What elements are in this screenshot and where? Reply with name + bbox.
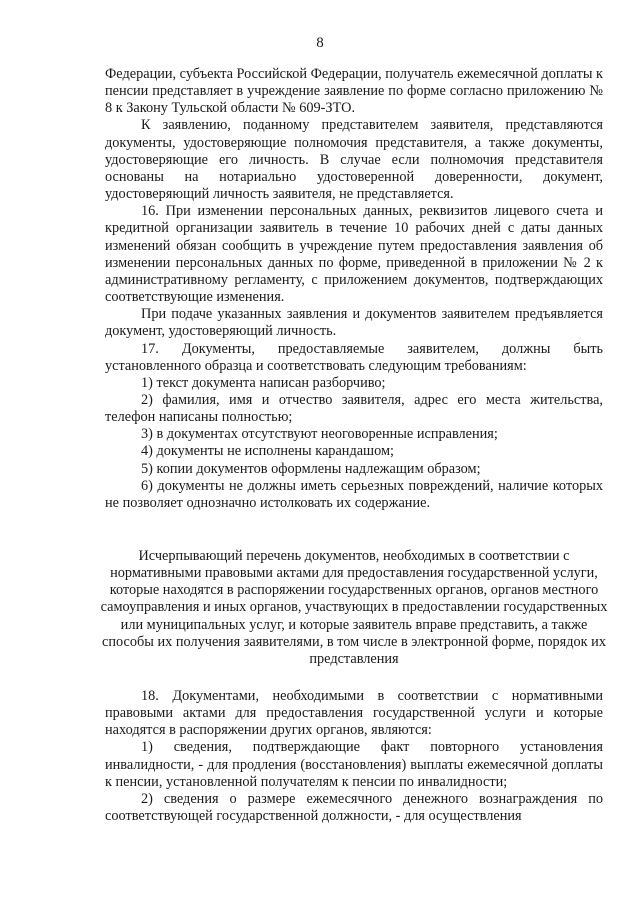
section-body (105, 688, 603, 825)
paragraph: При подаче указанных заявления и документов заявителем предъявляется документ, удостоверяющий личность. (105, 306, 603, 340)
list-item: 4) документы не исполнены карандашом; (141, 443, 394, 460)
list-item: 2) сведения о размере ежемесячного денежного вознаграждения по соответствующей государственной должности, - для осуществления (105, 790, 603, 825)
section-heading (100, 548, 608, 668)
list-item: 2) фамилия, имя и отчество заявителя, адрес его места жительства, телефон написаны полностью; (105, 391, 603, 426)
list-item: 1) текст документа написан разборчиво; (141, 374, 386, 391)
body-text (105, 66, 603, 512)
paragraph-item-17: 17. Документы, предоставляемые заявителем, должны быть установленного образца и соответствовать следующим требованиям: (105, 340, 603, 374)
section-heading-text: Исчерпывающий перечень документов, необходимых в соответствии с нормативными правовыми актами для предоставления государственной услуги, которые находятся в распоряжении государственных органов, органов местного самоуправления и иных органов, участвующих в предоставлении государственных или муниципальных услуг, и которые заявитель вправе представить, а также способы их получения заявителями, в том числе в электронной форме, порядок их представления (100, 548, 608, 667)
paragraph: К заявлению, поданному представителем заявителя, представляются документы, удостоверяющие полномочия представителя, а также документы, удостоверяющие его личность. В случае если полномочия представителя основаны на нотариально удостоверенной доверенности, документ, удостоверяющий личность заявителя, не представляется. (105, 117, 603, 203)
list-item: 5) копии документов оформлены надлежащим образом; (141, 460, 481, 477)
page-number: 8 (316, 35, 324, 51)
paragraph-item-16: 16. При изменении персональных данных, реквизитов лицевого счета и кредитной организации заявитель в течение 10 рабочих дней с даты данных изменений обязан сообщить в учреждение путем предоставления заявления об изменении персональных данных по форме, приведенной в приложении № 2 к административному регламенту, с приложением документов, подтверждающих соответствующие изменения. (105, 203, 603, 306)
paragraph: Федерации, субъекта Российской Федерации, получатель ежемесячной доплаты к пенсии представляет в учреждение заявление по форме согласно приложению № 8 к Закону Тульской области № 609-ЗТО. (105, 66, 603, 117)
list-item: 6) документы не должны иметь серьезных повреждений, наличие которых не позволяет однозначно истолковать их содержание. (105, 477, 603, 511)
list-item: 3) в документах отсутствуют неоговоренные исправления; (141, 426, 498, 443)
paragraph-item-18: 18. Документами, необходимыми в соответствии с нормативными правовыми актами для предоставления государственной услуги и которые находятся в распоряжении других органов, являются: (105, 688, 603, 739)
list-item: 1) сведения, подтверждающие факт повторного установления инвалидности, - для продления (восстановления) выплаты ежемесячной доплаты к пенсии, установленной получателям к пенсии по инвалидности; (105, 739, 603, 790)
